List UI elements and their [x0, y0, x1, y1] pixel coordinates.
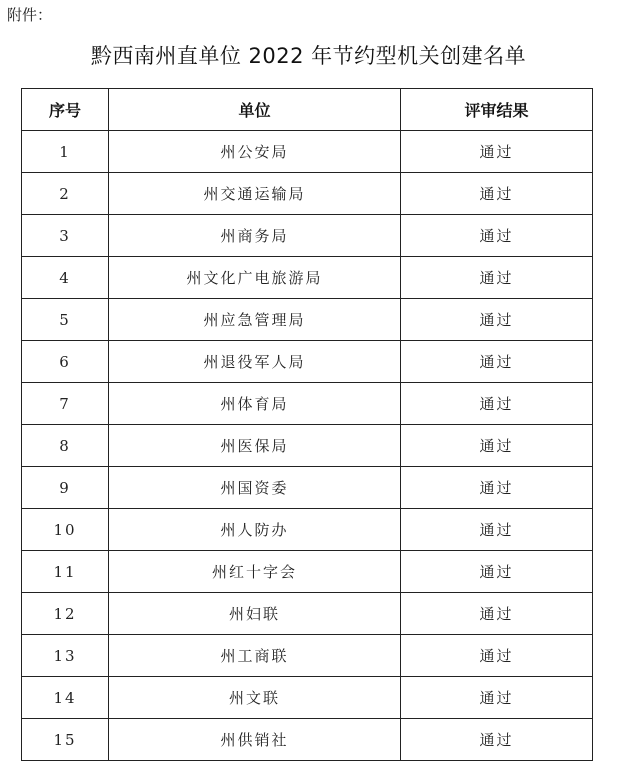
attachment-label: 附件： [7, 6, 53, 24]
table-row [22, 593, 593, 635]
row-serial-number: 14 [22, 677, 109, 719]
row-unit-name: 州供销社 [109, 719, 401, 761]
header-serial-number: 序号 [22, 89, 109, 131]
table-row [22, 383, 593, 425]
document-title: 黔西南州直单位 2022 年节约型机关创建名单 [90, 44, 527, 68]
row-serial-number: 2 [22, 173, 109, 215]
row-unit-name: 州交通运输局 [109, 173, 401, 215]
row-unit-name: 州体育局 [109, 383, 401, 425]
table-row [22, 131, 593, 173]
row-review-result: 通过 [401, 257, 593, 299]
row-serial-number: 8 [22, 425, 109, 467]
row-unit-name: 州医保局 [109, 425, 401, 467]
table-row [22, 551, 593, 593]
table-row [22, 341, 593, 383]
row-serial-number: 13 [22, 635, 109, 677]
row-serial-number: 5 [22, 299, 109, 341]
row-unit-name: 州妇联 [109, 593, 401, 635]
row-unit-name: 州文联 [109, 677, 401, 719]
table-row [22, 257, 593, 299]
header-review-result: 评审结果 [401, 89, 593, 131]
row-unit-name: 州工商联 [109, 635, 401, 677]
row-serial-number: 12 [22, 593, 109, 635]
header-unit: 单位 [109, 89, 401, 131]
row-unit-name: 州红十字会 [109, 551, 401, 593]
table-row [22, 635, 593, 677]
row-review-result: 通过 [401, 215, 593, 257]
table-row [22, 719, 593, 761]
row-serial-number: 1 [22, 131, 109, 173]
row-review-result: 通过 [401, 131, 593, 173]
table-header-row [22, 89, 593, 131]
row-serial-number: 7 [22, 383, 109, 425]
row-unit-name: 州公安局 [109, 131, 401, 173]
row-review-result: 通过 [401, 467, 593, 509]
row-unit-name: 州退役军人局 [109, 341, 401, 383]
row-serial-number: 3 [22, 215, 109, 257]
row-unit-name: 州国资委 [109, 467, 401, 509]
row-serial-number: 15 [22, 719, 109, 761]
row-serial-number: 4 [22, 257, 109, 299]
table-row [22, 215, 593, 257]
row-review-result: 通过 [401, 425, 593, 467]
row-review-result: 通过 [401, 509, 593, 551]
row-review-result: 通过 [401, 299, 593, 341]
table-row [22, 299, 593, 341]
row-unit-name: 州商务局 [109, 215, 401, 257]
row-review-result: 通过 [401, 383, 593, 425]
row-review-result: 通过 [401, 635, 593, 677]
row-review-result: 通过 [401, 341, 593, 383]
row-unit-name: 州人防办 [109, 509, 401, 551]
table-row [22, 467, 593, 509]
row-review-result: 通过 [401, 173, 593, 215]
table-row [22, 425, 593, 467]
row-unit-name: 州应急管理局 [109, 299, 401, 341]
table-row [22, 677, 593, 719]
row-serial-number: 11 [22, 551, 109, 593]
table-row [22, 173, 593, 215]
unit-list-table [21, 88, 593, 761]
row-serial-number: 6 [22, 341, 109, 383]
row-review-result: 通过 [401, 593, 593, 635]
row-review-result: 通过 [401, 551, 593, 593]
row-review-result: 通过 [401, 719, 593, 761]
row-unit-name: 州文化广电旅游局 [109, 257, 401, 299]
row-serial-number: 10 [22, 509, 109, 551]
table-row [22, 509, 593, 551]
row-serial-number: 9 [22, 467, 109, 509]
row-review-result: 通过 [401, 677, 593, 719]
